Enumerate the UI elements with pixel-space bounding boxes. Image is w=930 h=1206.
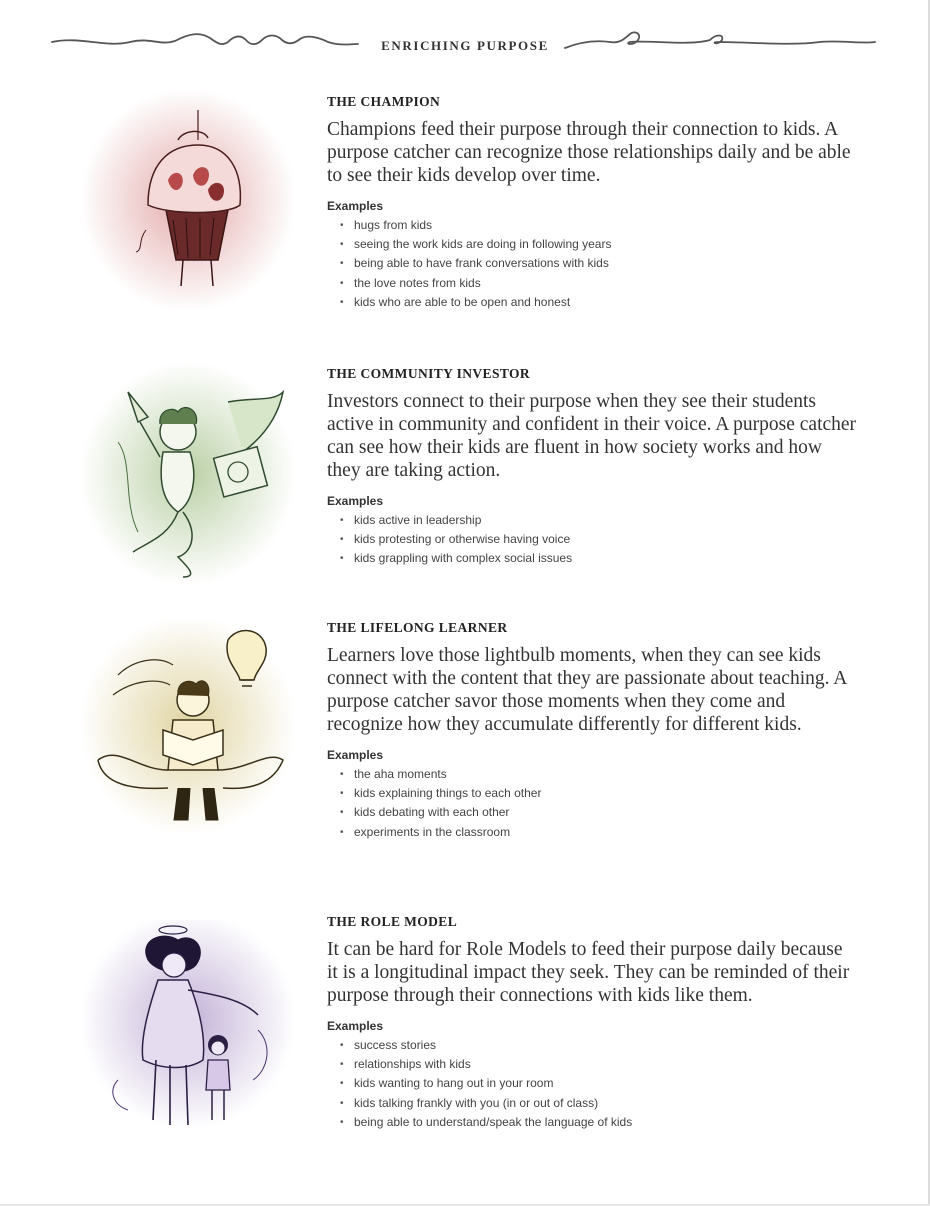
list-item: • kids wanting to hang out in your room [340, 1074, 857, 1093]
page-header [50, 28, 880, 64]
list-item: • seeing the work kids are doing in following years [340, 235, 857, 254]
section-description: It can be hard for Role Models to feed their purpose daily because it is a longitudinal impact they seek. They can be reminded of their purpose through their connections with kids like them. [327, 939, 850, 1006]
examples-label: Examples [327, 748, 384, 762]
mentor-child-icon [78, 920, 298, 1150]
list-item: • kids explaining things to each other [340, 784, 857, 803]
examples-list [327, 216, 857, 312]
list-item: • kids protesting or otherwise having voice [340, 530, 857, 549]
cupcake-hearts-icon [78, 90, 298, 320]
list-item: • kids debating with each other [340, 803, 857, 822]
examples-label: Examples [327, 1019, 384, 1033]
section-title: THE LIFELONG LEARNER [327, 620, 508, 635]
role-model-content [327, 914, 857, 1132]
examples-label: Examples [327, 494, 384, 508]
lightbulb-reader-icon [78, 620, 298, 850]
examples-label: Examples [327, 199, 384, 213]
list-item: • success stories [340, 1036, 857, 1055]
section-description: Learners love those lightbulb moments, when they can see kids connect with the content that they are passionate about teaching. A purpose catcher savor those moments when they come and recognize how they accumulate differently for different kids. [327, 645, 847, 735]
examples-list [327, 1036, 857, 1132]
examples-list [327, 765, 857, 842]
list-item: • kids grappling with complex social issues [340, 549, 857, 568]
section-description: Champions feed their purpose through their connection to kids. A purpose catcher can recognize those relationships daily and be able to see their kids develop over time. [327, 119, 851, 186]
champion-content [327, 94, 857, 312]
list-item: • the love notes from kids [340, 274, 857, 293]
list-item: • kids talking frankly with you (in or out of class) [340, 1094, 857, 1113]
megaphone-protester-icon [78, 362, 298, 592]
list-item: • relationships with kids [340, 1055, 857, 1074]
section-title: THE ROLE MODEL [327, 914, 458, 929]
list-item: • being able to have frank conversations with kids [340, 254, 857, 273]
list-item: • being able to understand/speak the language of kids [340, 1113, 857, 1132]
lifelong-learner-content [327, 620, 857, 842]
section-title: THE COMMUNITY INVESTOR [327, 366, 531, 381]
list-item: • hugs from kids [340, 216, 857, 235]
list-item: • experiments in the classroom [340, 823, 857, 842]
page-title: ENRICHING PURPOSE [381, 38, 549, 53]
examples-list [327, 511, 857, 569]
community-investor-content [327, 366, 857, 569]
section-title: THE CHAMPION [327, 94, 441, 109]
list-item: • kids who are able to be open and honest [340, 293, 857, 312]
list-item: • kids active in leadership [340, 511, 857, 530]
section-description: Investors connect to their purpose when they see their students active in community and confident in their voice. A purpose catcher can see how their kids are fluent in how society works and how they are taking action. [327, 391, 857, 481]
list-item: • the aha moments [340, 765, 857, 784]
